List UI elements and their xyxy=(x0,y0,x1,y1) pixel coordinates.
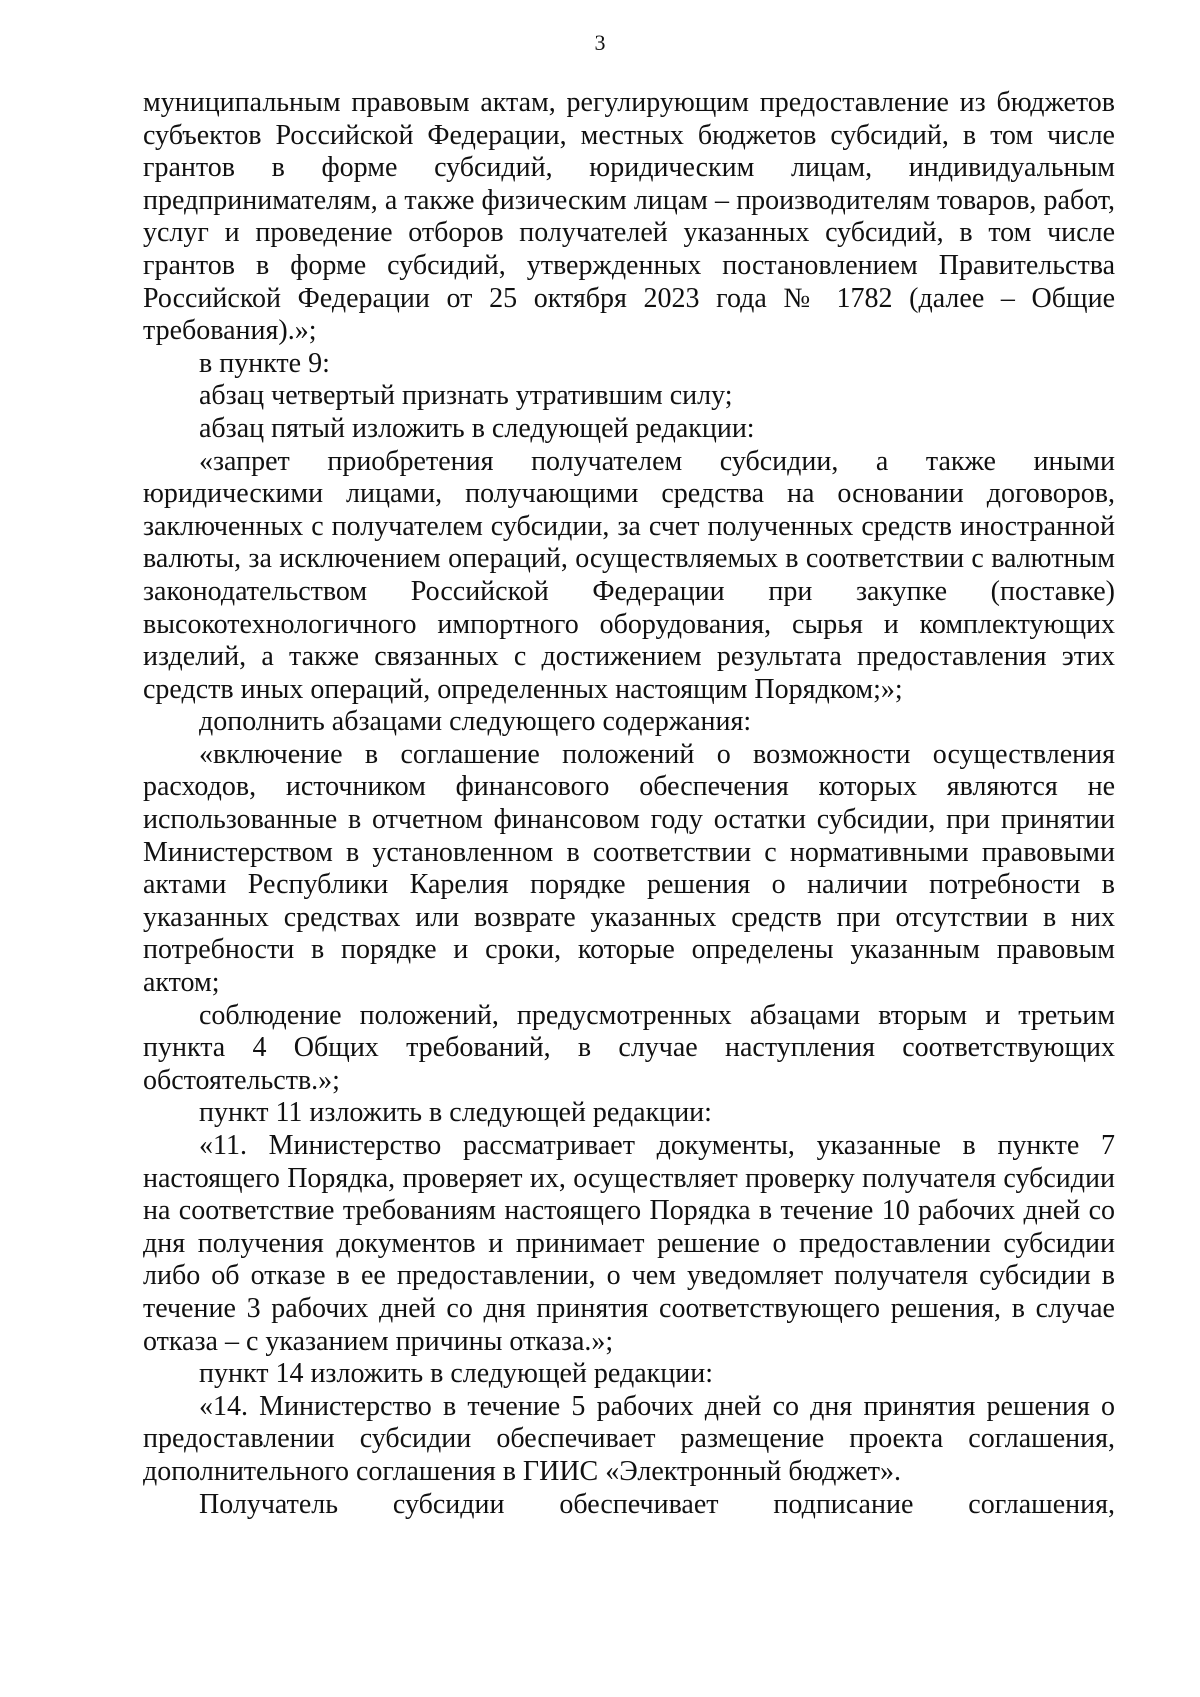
paragraph: «14. Министерство в течение 5 рабочих дней со дня принятия решения о предоставлении субсидии обеспечивает размещение проекта соглашения, дополнительного соглашения в ГИИС «Электронный бюджет». xyxy=(143,1390,1115,1487)
paragraph-continuation: муниципальным правовым актам, регулирующим предоставление из бюджетов субъектов Российской Федерации, местных бюджетов субсидий, в том числе грантов в форме субсидий, юридическим лицам, индивидуальным предпринимателям, а также физическим лицам – производителям товаров, работ, услуг и проведение отборов получателей указанных субсидий, в том числе грантов в форме субсидий, утвержденных постановлением Правительства Российской Федерации от 25 октября 2023 года № 1782 (далее – Общие требования).»; xyxy=(143,87,1115,347)
paragraph-truncated: Получатель субсидии обеспечивает подписание соглашения, xyxy=(199,1488,1115,1520)
paragraph: абзац четвертый признать утратившим силу; xyxy=(199,380,733,412)
paragraph: абзац пятый изложить в следующей редакции: xyxy=(199,412,755,444)
paragraph: пункт 14 изложить в следующей редакции: xyxy=(199,1358,713,1390)
paragraph: «11. Министерство рассматривает документы, указанные в пункте 7 настоящего Порядка, проверяет их, осуществляет проверку получателя субсидии на соответствие требованиям настоящего Порядка в течение 10 рабочих дней со дня получения документов и принимает решение о предоставлении субсидии либо об отказе в ее предоставлении, о чем уведомляет получателя субсидии в течение 3 рабочих дней со дня принятия соответствующего решения, в случае отказа – с указанием причины отказа.»; xyxy=(143,1130,1115,1357)
document-body xyxy=(143,87,1115,1521)
paragraph: «включение в соглашение положений о возможности осуществления расходов, источником финансового обеспечения которых являются не использованные в отчетном финансовом году остатки субсидии, при принятии Министерством в установленном в соответствии с нормативными правовыми актами Республики Карелия порядке решения о наличии потребности в указанных средствах или возврате указанных средств при отсутствии в них потребности в порядке и сроки, которые определены указанным правовым актом; xyxy=(143,738,1115,999)
paragraph: дополнить абзацами следующего содержания: xyxy=(199,706,752,738)
page-number: 3 xyxy=(594,30,606,55)
paragraph: соблюдение положений, предусмотренных абзацами вторым и третьим пункта 4 Общих требований, в случае наступления соответствующих обстоятельств.»; xyxy=(143,999,1115,1096)
paragraph: «запрет приобретения получателем субсидии, а также иными юридическими лицами, получающими средства на основании договоров, заключенных с получателем субсидии, за счет полученных средств иностранной валюты, за исключением операций, осуществляемых в соответствии с валютным законодательством Российской Федерации при закупке (поставке) высокотехнологичного импортного оборудования, сырья и комплектующих изделий, а также связанных с достижением результата предоставления этих средств иных операций, определенных настоящим Порядком;»; xyxy=(143,445,1115,705)
paragraph: пункт 11 изложить в следующей редакции: xyxy=(199,1097,712,1129)
paragraph: в пункте 9: xyxy=(199,347,330,379)
